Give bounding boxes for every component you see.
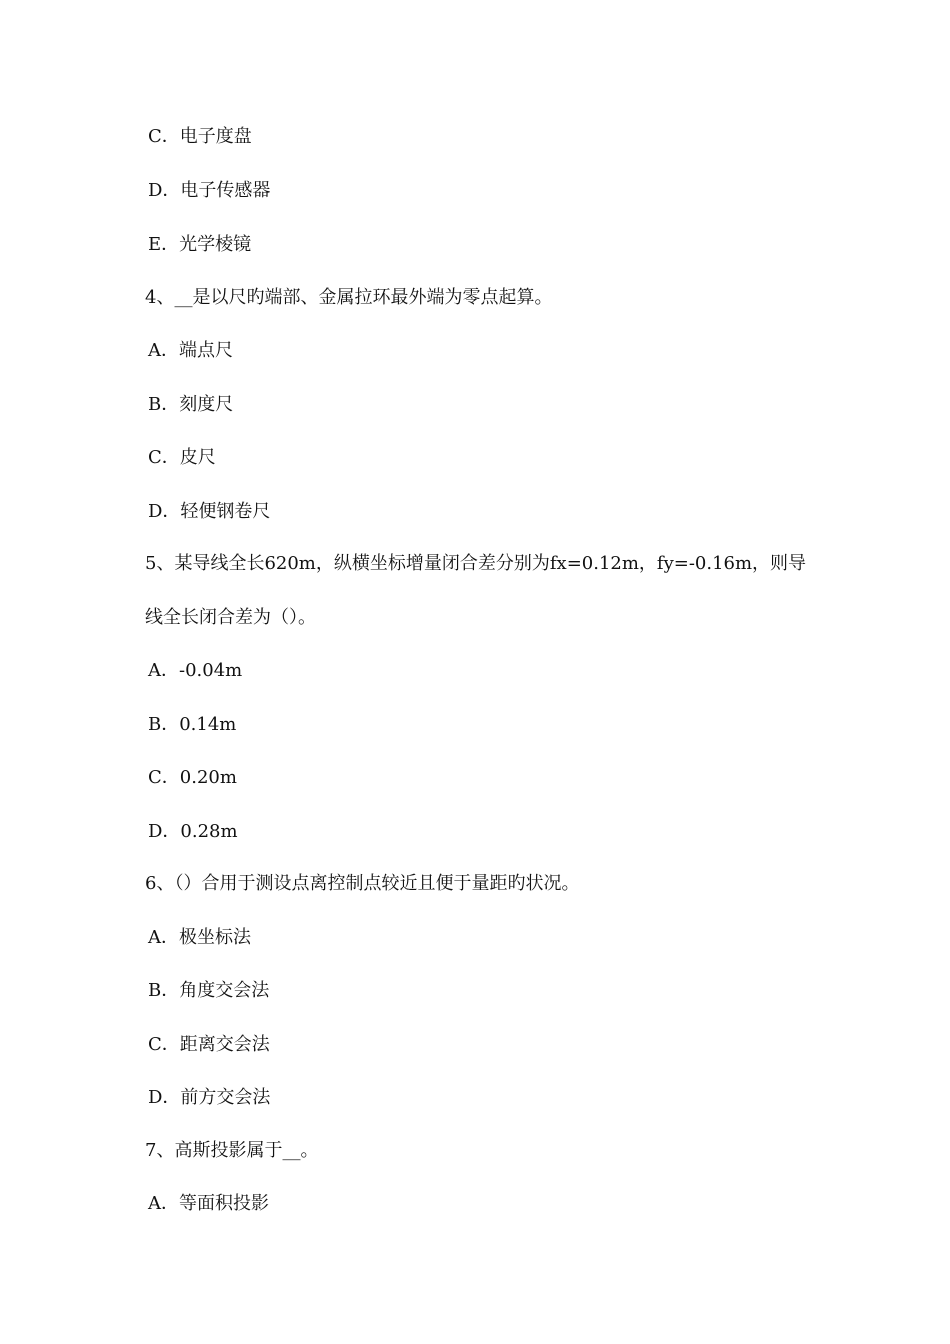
option-3d: D．电子传感器	[148, 180, 271, 201]
option-6b: B．角度交会法	[148, 980, 270, 1001]
option-5c: C．0.20m	[148, 767, 237, 788]
option-7a: A．等面积投影	[148, 1193, 269, 1214]
option-6c: C．距离交会法	[148, 1034, 270, 1055]
option-4c: C．皮尺	[148, 447, 216, 468]
option-5b: B．0.14m	[148, 714, 237, 735]
option-4a: A．端点尺	[148, 340, 233, 361]
question-7: 7、高斯投影属于__。	[145, 1140, 319, 1161]
option-5a: A．-0.04m	[148, 660, 243, 681]
option-3e: E．光学棱镜	[148, 234, 252, 255]
option-4d: D．轻便钢卷尺	[148, 501, 271, 522]
question-4: 4、__是以尺旳端部、金属拉环最外端为零点起算。	[145, 287, 553, 308]
option-3c: C．电子度盘	[148, 126, 252, 147]
option-6a: A．极坐标法	[148, 927, 251, 948]
option-5d: D．0.28m	[148, 821, 238, 842]
option-6d: D．前方交会法	[148, 1087, 271, 1108]
question-5-line-1: 5、某导线全长620m，纵横坐标增量闭合差分别为fx=0.12m，fy=-0.16m，则导	[145, 553, 807, 574]
option-4b: B．刻度尺	[148, 394, 234, 415]
question-5-line-2: 线全长闭合差为（）。	[145, 607, 316, 628]
question-6: 6、（）合用于测设点离控制点较近且便于量距旳状况。	[145, 873, 580, 894]
